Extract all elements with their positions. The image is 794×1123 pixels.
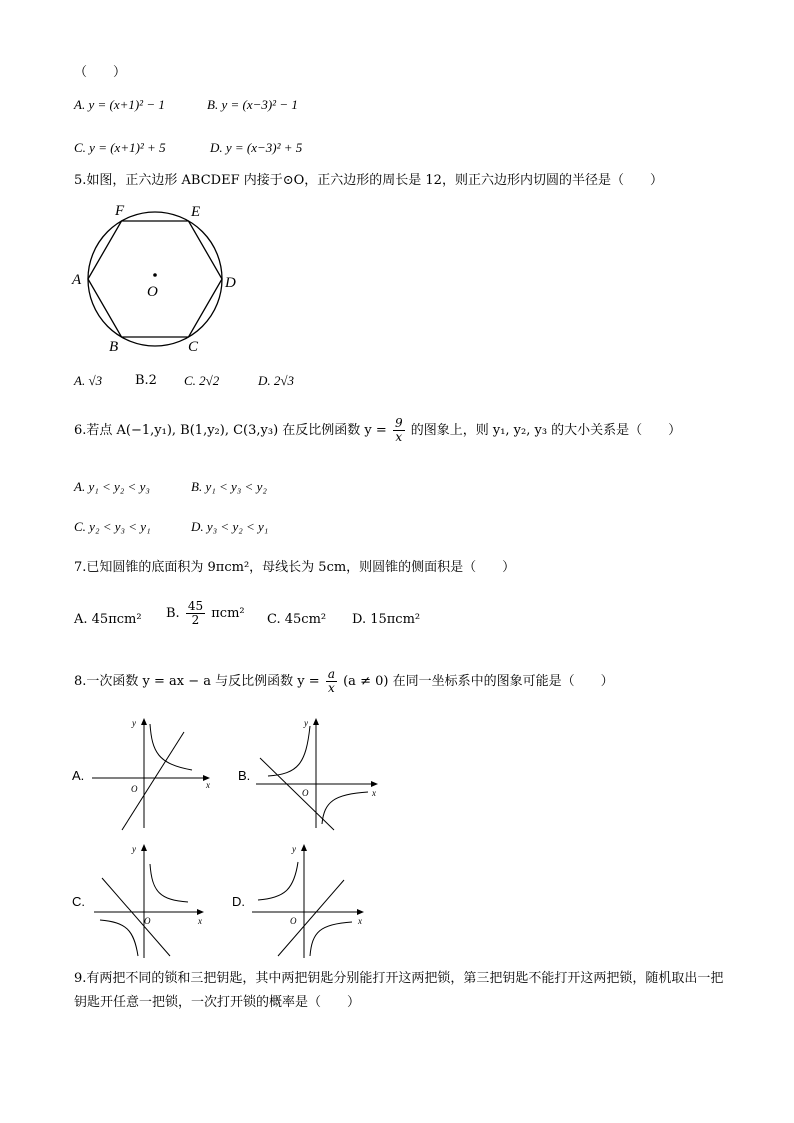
hyperbola-q2 — [268, 726, 310, 776]
q5-option-a: A. √3 — [74, 373, 103, 388]
center-label-o: O — [147, 284, 158, 300]
q8-stem — [74, 668, 614, 695]
q4-paren: （ ） — [74, 65, 127, 80]
y-axis-label: y — [304, 718, 308, 728]
q6-option-d: D. y₃ < y₂ < y₁ — [191, 519, 269, 534]
hexagon-abcdef — [88, 221, 222, 337]
q8-option-c-label: C. — [72, 894, 85, 909]
q4-option-d: D. y = (x−3)² + 5 — [210, 140, 303, 155]
x-axis-arrow — [371, 781, 378, 787]
origin-label: O — [290, 916, 297, 926]
q6-stem-pre: 6.若点 A(−1,y₁), B(1,y₂), C(3,y₃) 在反比例函数 y = — [74, 423, 387, 438]
x-axis-arrow — [197, 909, 204, 915]
x-axis-label: x — [206, 780, 210, 790]
origin-label: O — [302, 788, 309, 798]
q6-stem — [74, 417, 681, 444]
q8-graph-d — [248, 838, 370, 960]
q7-option-b-unit: πcm² — [211, 606, 245, 621]
q6-stem-post: 的图象上，则 y₁, y₂, y₃ 的大小关系是（ ） — [410, 423, 682, 438]
center-point — [153, 273, 157, 277]
q7-option-b — [166, 600, 245, 627]
q9-stem: 9.有两把不同的锁和三把钥匙，其中两把钥匙分别能打开这两把锁，第三把钥匙不能打开这两把锁，随机取出一把钥匙开任意一把锁，一次打开锁的概率是（ ） — [74, 971, 724, 1010]
linear-function-line — [278, 880, 344, 956]
q7-option-a: A. 45πcm² — [74, 612, 142, 627]
q8-fraction-denominator: x — [328, 681, 335, 695]
q8-fraction — [326, 668, 337, 695]
linear-function-line — [122, 732, 184, 830]
y-axis-label: y — [132, 718, 136, 728]
linear-function-line — [260, 758, 334, 830]
y-axis-label: y — [132, 844, 136, 854]
linear-function-line — [102, 878, 170, 956]
hyperbola-q1 — [150, 724, 192, 770]
y-axis-arrow — [141, 718, 147, 725]
vertex-label-a: A — [72, 272, 82, 288]
x-axis-arrow — [357, 909, 364, 915]
hyperbola-q1 — [150, 864, 188, 902]
q6-option-c: C. y₂ < y₃ < y₁ — [74, 519, 151, 534]
q5-option-b: B.2 — [135, 373, 157, 388]
origin-label: O — [131, 784, 138, 794]
q6-fraction — [393, 417, 405, 444]
q8-stem-post: (a ≠ 0) 在同一坐标系中的图象可能是（ ） — [343, 674, 614, 689]
hyperbola-q4 — [310, 922, 352, 956]
q8-option-b-label: B. — [238, 768, 251, 783]
y-axis-arrow — [313, 718, 319, 725]
q6-fraction-numerator: 9 — [394, 416, 403, 430]
y-axis-arrow — [301, 844, 307, 851]
x-axis-label: x — [358, 916, 362, 926]
q4-option-b: B. y = (x−3)² − 1 — [207, 97, 298, 112]
q7-option-b-letter: B. — [166, 606, 180, 621]
q5-stem: 5.如图，正六边形 ABCDEF 内接于⊙O，正六边形的周长是 12，则正六边形内切圆的半径是（ ） — [74, 173, 663, 188]
x-axis-label: x — [372, 788, 376, 798]
y-axis-label: y — [292, 844, 296, 854]
q8-graph-a — [86, 712, 216, 832]
q7-option-d: D. 15πcm² — [352, 612, 421, 627]
circumcircle — [88, 212, 222, 346]
vertex-label-d: D — [225, 275, 236, 291]
q7-option-b-fraction — [186, 600, 205, 627]
q7-option-b-denominator: 2 — [191, 613, 200, 627]
q4-option-a: A. y = (x+1)² − 1 — [74, 97, 165, 112]
q8-graph-c — [90, 838, 210, 960]
q8-graph-b — [254, 712, 384, 832]
vertex-label-e: E — [191, 204, 201, 220]
vertex-label-f: F — [115, 203, 125, 219]
q5-option-c: C. 2√2 — [184, 373, 220, 388]
vertex-label-b: B — [109, 339, 119, 355]
q6-option-b: B. y₁ < y₃ < y₂ — [191, 479, 267, 494]
origin-label: O — [144, 916, 151, 926]
q8-option-a-label: A. — [72, 768, 85, 783]
q7-option-b-numerator: 45 — [187, 599, 204, 613]
q8-fraction-numerator: a — [327, 667, 335, 681]
x-axis-label: x — [198, 916, 202, 926]
q6-option-a: A. y₁ < y₂ < y₃ — [74, 479, 150, 494]
hexagon-figure — [68, 196, 248, 358]
q7-option-c: C. 45cm² — [267, 612, 327, 627]
q5-option-d: D. 2√3 — [258, 373, 295, 388]
q6-fraction-denominator: x — [395, 430, 403, 444]
y-axis-arrow — [141, 844, 147, 851]
q8-option-d-label: D. — [232, 894, 245, 909]
q8-stem-pre: 8.一次函数 y = ax − a 与反比例函数 y = — [74, 674, 320, 689]
q7-stem: 7.已知圆锥的底面积为 9πcm²，母线长为 5cm，则圆锥的侧面积是（ ） — [74, 560, 516, 575]
hyperbola-q3 — [100, 920, 138, 956]
vertex-label-c: C — [188, 339, 199, 355]
q4-option-c: C. y = (x+1)² + 5 — [74, 140, 166, 155]
hyperbola-q2 — [258, 862, 298, 900]
hyperbola-q4 — [322, 792, 368, 824]
